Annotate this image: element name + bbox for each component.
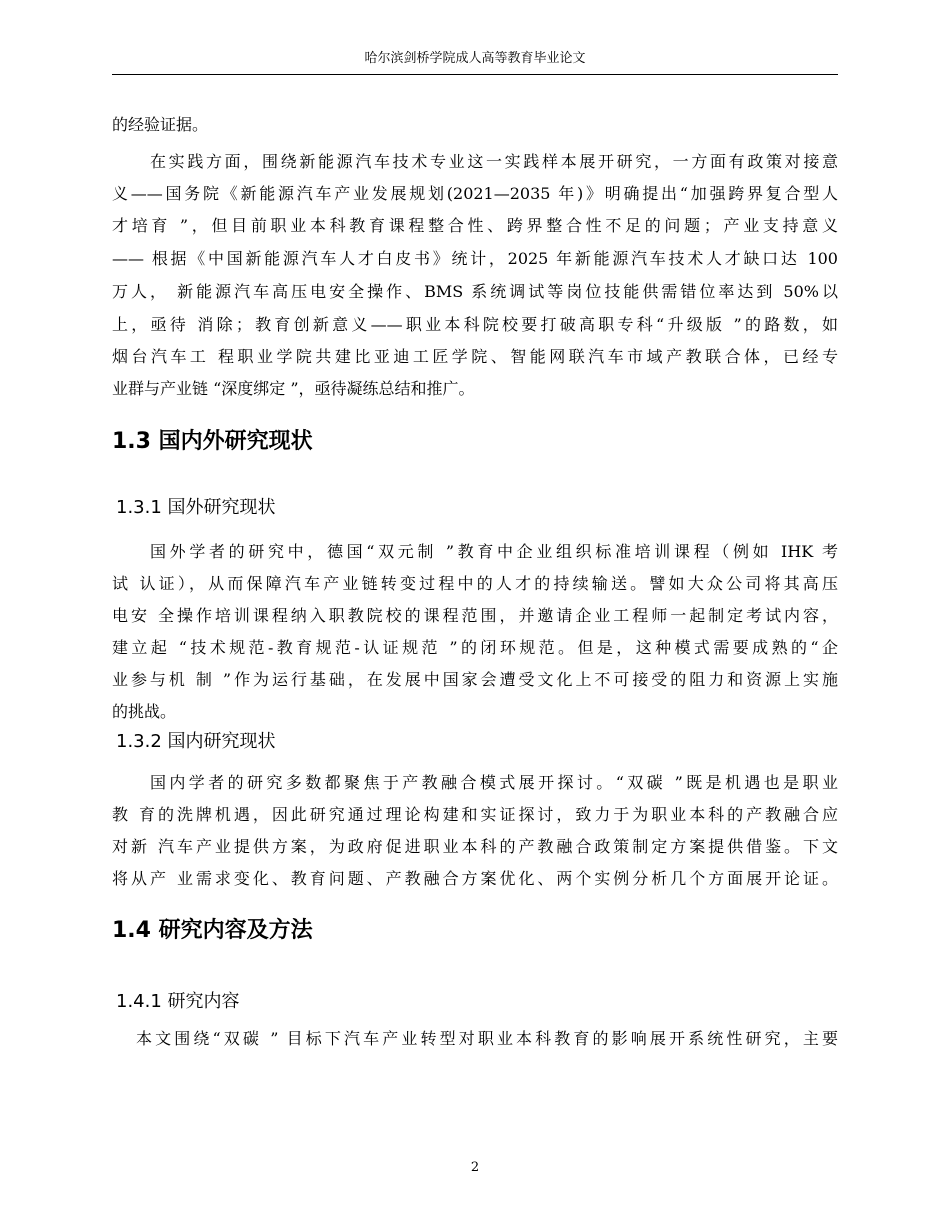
paragraph-line: 的挑战。 (112, 702, 177, 721)
paragraph-line: 国内学者的研究多数都聚焦于产教融合模式展开探讨。“双碳 ”既是机遇也是职业 (150, 773, 838, 792)
paragraph-line: 上，亟待 消除；教育创新意义——职业本科院校要打破高职专科“升级版 ”的路数，如 (112, 315, 838, 334)
page-number: 2 (470, 1160, 480, 1175)
paragraph-line: 业参与机 制 ”作为运行基础，在发展中国家会遭受文化上不可接受的阻力和资源上实施 (112, 670, 838, 689)
subsection-heading: 1.3.1 国外研究现状 (116, 497, 276, 518)
paragraph-line: 建立起 “技术规范-教育规范-认证规范 ”的闭环规范。但是，这种模式需要成熟的“企 (112, 638, 838, 657)
paragraph-line: 对新 汽车产业提供方案，为政府促进职业本科的产教融合政策制定方案提供借鉴。下文 (112, 837, 838, 856)
paragraph-line: 教 育的洗牌机遇，因此研究通过理论构建和实证探讨，致力于为职业本科的产教融合应 (112, 805, 838, 824)
paragraph-line: —— 根据《中国新能源汽车人才白皮书》统计，2025 年新能源汽车技术人才缺口达 100 (112, 249, 838, 268)
subsection-heading: 1.4.1 研究内容 (116, 991, 240, 1012)
paragraph-line: 业群与产业链 “深度绑定 ”，亟待凝练总结和推广。 (112, 379, 475, 398)
paragraph-line: 本文围绕“双碳 ” 目标下汽车产业转型对职业本科教育的影响展开系统性研究，主要 (136, 1029, 838, 1048)
paragraph-line: 在实践方面，围绕新能源汽车技术专业这一实践样本展开研究，一方面有政策对接意 (150, 152, 838, 171)
section-heading: 1.4 研究内容及方法 (112, 918, 313, 943)
paragraph-line: 才培育 ”，但目前职业本科教育课程整合性、跨界整合性不足的问题；产业支持意义 (112, 216, 838, 235)
paragraph-line: 电安 全操作培训课程纳入职教院校的课程范围，并邀请企业工程师一起制定考试内容， (112, 606, 838, 625)
header-rule (112, 74, 838, 75)
section-heading: 1.3 国内外研究现状 (112, 429, 313, 454)
paragraph-line: 万人， 新能源汽车高压电安全操作、BMS 系统调试等岗位技能供需错位率达到 50%以 (112, 282, 838, 301)
paragraph-line: 义——国务院《新能源汽车产业发展规划(2021—2035 年)》明确提出“加强跨界复合型人 (112, 184, 838, 203)
running-header: 哈尔滨剑桥学院成人高等教育毕业论文 (364, 51, 586, 66)
paragraph-line: 的经验证据。 (112, 115, 209, 134)
subsection-heading: 1.3.2 国内研究现状 (116, 731, 276, 752)
paragraph-line: 试 认证），从而保障汽车产业链转变过程中的人才的持续输送。譬如大众公司将其高压 (112, 574, 838, 593)
paragraph-line: 烟台汽车工 程职业学院共建比亚迪工匠学院、智能网联汽车市域产教联合体，已经专 (112, 347, 838, 366)
paragraph-line: 将从产 业需求变化、教育问题、产教融合方案优化、两个实例分析几个方面展开论证。 (112, 869, 838, 888)
paragraph-line: 国外学者的研究中，德国“双元制 ”教育中企业组织标准培训课程（例如 IHK 考 (150, 542, 838, 561)
